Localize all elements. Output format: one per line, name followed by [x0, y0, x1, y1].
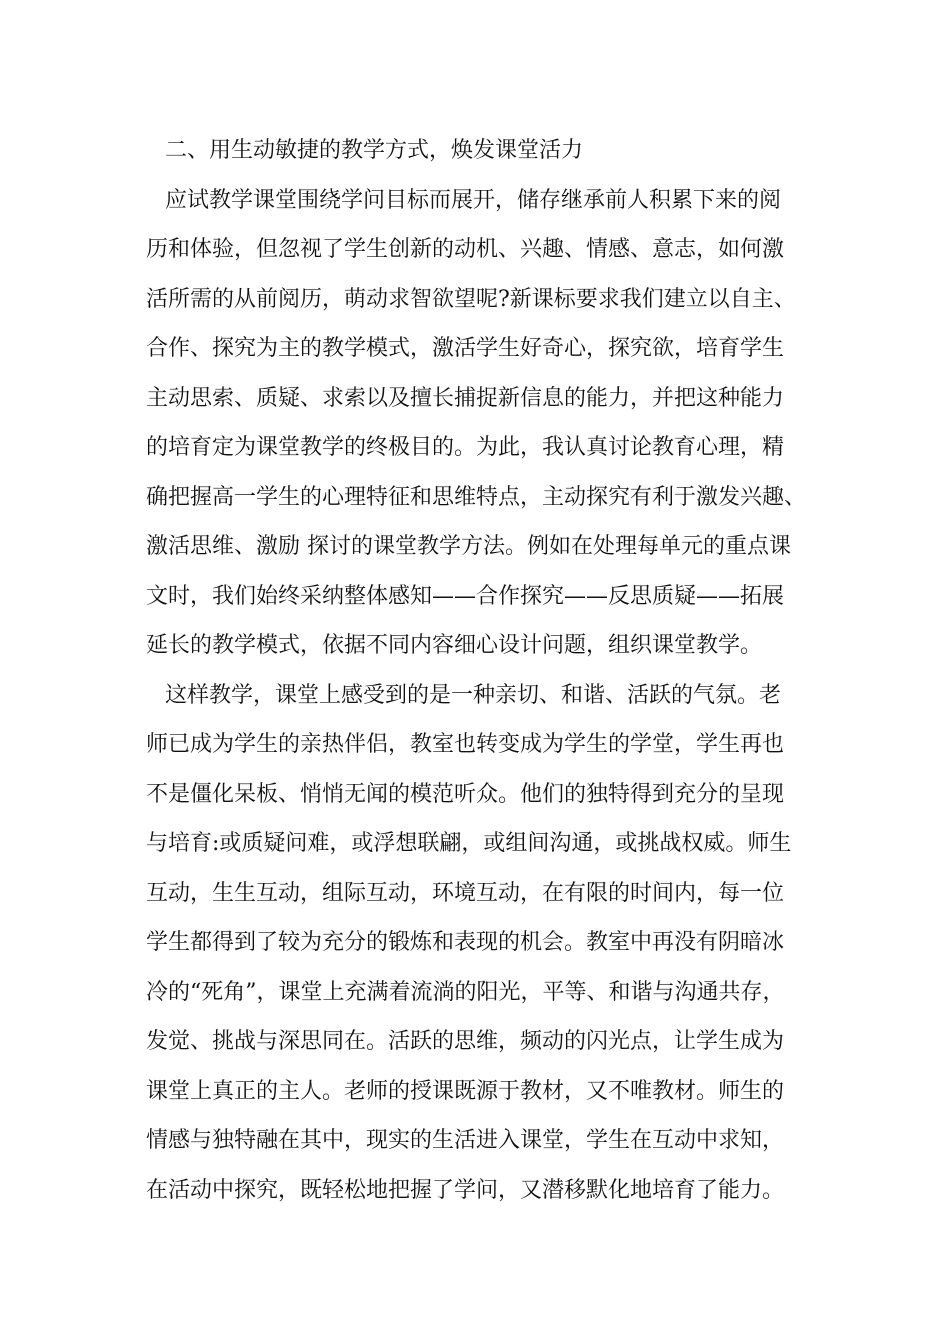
paragraph-2-line: 冷的“死角”，课堂上充满着流淌的阳光，平等、和谐与沟通共存，	[146, 980, 785, 1005]
paragraph-2-line: 情感与独特融在其中，现实的生活进入课堂，学生在互动中求知，	[146, 1128, 785, 1153]
paragraph-1-line: 合作、探究为主的教学模式，激活学生好奇心，探究欲，培育学生	[146, 336, 785, 361]
paragraph-1-line: 延长的教学模式，依据不同内容细心设计问题，组织课堂教学。	[146, 633, 763, 658]
paragraph-2-line: 学生都得到了较为充分的锻炼和表现的机会。教室中再没有阴暗冰	[146, 930, 785, 955]
paragraph-1-line: 激活思维、激励 探讨的课堂教学方法。例如在处理每单元的重点课	[146, 534, 791, 559]
paragraph-1-line: 历和体验，但忽视了学生创新的动机、兴趣、情感、意志，如何激	[146, 237, 785, 262]
paragraph-1-line: 文时，我们始终采纳整体感知——合作探究——反思质疑——拓展	[146, 584, 785, 609]
paragraph-2-line: 课堂上真正的主人。老师的授课既源于教材，又不唯教材。师生的	[146, 1079, 785, 1104]
paragraph-1-line: 确把握高一学生的心理特征和思维特点，主动探究有利于激发兴趣、	[146, 485, 807, 510]
paragraph-1-line: 活所需的从前阅历，萌动求智欲望呢?新课标要求我们建立以自主、	[146, 287, 796, 312]
paragraph-2-line: 互动，生生互动，组际互动，环境互动，在有限的时间内，每一位	[146, 881, 785, 906]
paragraph-2-line: 不是僵化呆板、悄悄无闻的模范听众。他们的独特得到充分的呈现	[146, 782, 785, 807]
section-heading: 二、用生动敏捷的教学方式，焕发课堂活力	[165, 138, 584, 163]
paragraph-1-line: 主动思索、质疑、求索以及擅长捕捉新信息的能力，并把这种能力	[146, 386, 785, 411]
paragraph-1-line: 应试教学课堂围绕学问目标而展开，储存继承前人积累下来的阅	[165, 188, 782, 213]
paragraph-1-line: 的培育定为课堂教学的终极目的。为此，我认真讨论教育心理，精	[146, 435, 785, 460]
paragraph-2-line: 发觉、挑战与深思同在。活跃的思维，频动的闪光点，让学生成为	[146, 1029, 785, 1054]
paragraph-2-line: 师已成为学生的亲热伴侣，教室也转变成为学生的学堂，学生再也	[146, 732, 785, 757]
paragraph-2-line: 与培育:或质疑问难，或浮想联翩，或组间沟通，或挑战权威。师生	[146, 831, 792, 856]
paragraph-2-line: 这样教学，课堂上感受到的是一种亲切、和谐、活跃的气氛。老	[165, 683, 782, 708]
paragraph-2-line: 在活动中探究，既轻松地把握了学问，又潜移默化地培育了能力。	[146, 1178, 785, 1203]
